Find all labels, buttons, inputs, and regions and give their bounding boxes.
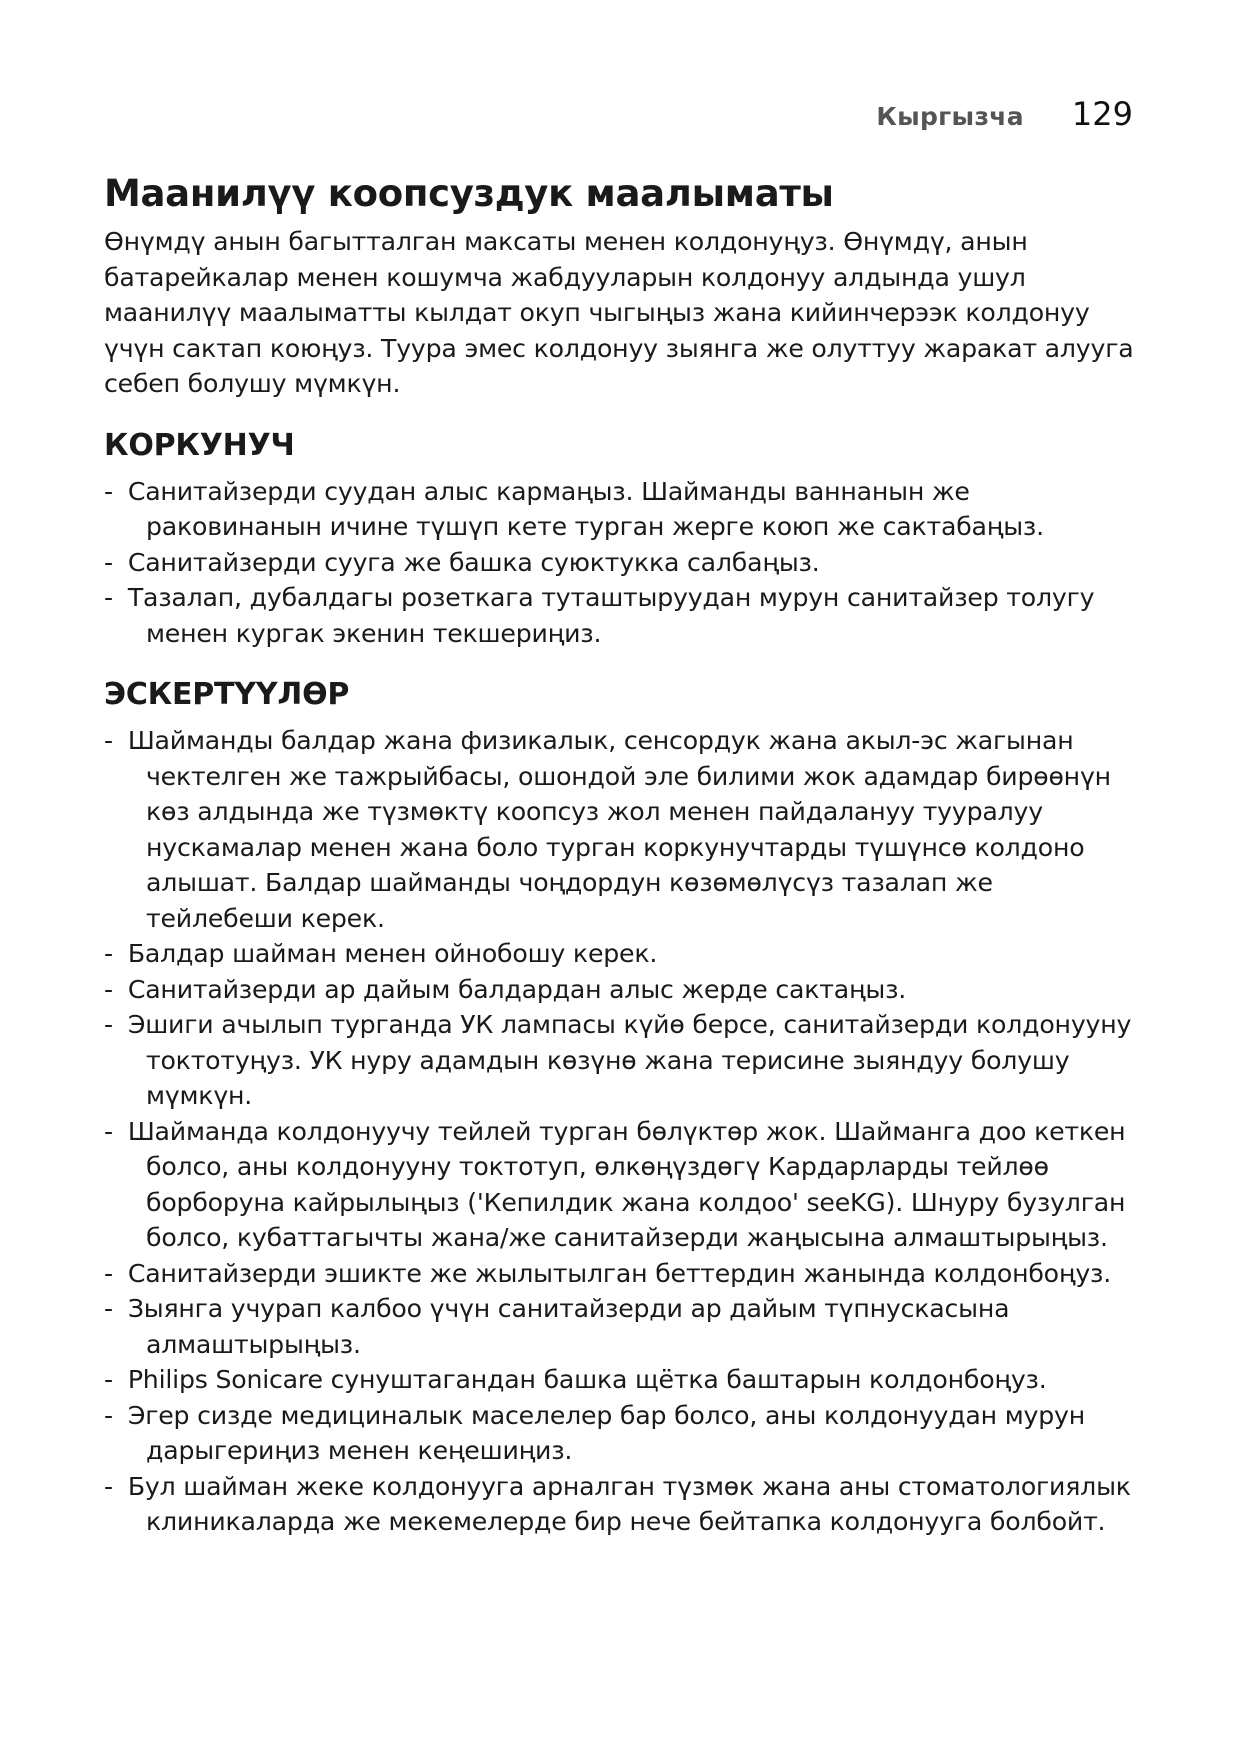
list-item-text: Philips Sonicare сунуштагандан башка щётка баштарын колдонбоңуз.: [127, 1365, 1047, 1394]
page-header: [876, 95, 1133, 133]
intro-paragraph: Өнүмдү анын багытталган максаты менен колдонуңуз. Өнүмдү, анын батарейкалар менен кошумча жабдууларын колдонуу алдында ушул маанилүү маалыматты кылдат окуп чыгыңыз жана кийинчерээк колдонуу үчүн сактап коюңуз. Туура эмес колдонуу зыянга же олуттуу жаракат алууга себеп болушу мүмкүн.: [104, 227, 1134, 398]
list-item: - Зыянга учурап калбоо үчүн санитайзерди ар дайым түпнускасына алмаштырыңыз.: [104, 1294, 1010, 1359]
list-item: - Бул шайман жеке колдонууга арналган түзмөк жана аны стоматологиялык клиникаларда же мекемелерде бир нече бейтапка колдонууга болбойт.: [104, 1471, 1131, 1536]
page-number: 129: [1071, 95, 1133, 133]
danger-list: [104, 474, 1144, 652]
list-item-text: Санитайзерди суудан алыс кармаңыз. Шайманды ваннанын же раковинанын ичине түшүп кете турган жерге коюп же сактабаңыз.: [127, 476, 1044, 541]
warnings-list: [104, 723, 1144, 1540]
danger-heading: КОРКУНУЧ: [104, 427, 295, 463]
list-item: - Санитайзерди суудан алыс кармаңыз. Шайманды ваннанын же раковинанын ичине түшүп кете турган жерге коюп же сактабаңыз.: [104, 476, 1044, 541]
list-item: - Шайманды балдар жана физикалык, сенсордук жана акыл-эс жагынан чектелген же тажрыйбасы, ошондой эле билими жок адамдар бирөөнүн көз алдында же түзмөктү коопсуз жол менен пайдалануу тууралуу нускамалар менен жана боло турган коркунучтарды түшүнсө колдоно алышат. Балдар шайманды чоңдордун көзөмөлүсүз тазалап же тейлебеши керек.: [104, 726, 1111, 933]
page-content: [104, 170, 1144, 1540]
list-item-text: Шайманды балдар жана физикалык, сенсордук жана акыл-эс жагынан чектелген же тажрыйбасы, ошондой эле билими жок адамдар бирөөнүн көз алдында же түзмөктү коопсуз жол менен пайдалануу тууралуу нускамалар менен жана боло турган коркунучтарды түшүнсө колдоно алышат. Балдар шайманды чоңдордун көзөмөлүсүз тазалап же тейлебеши керек.: [127, 726, 1111, 933]
list-item-text: Эшиги ачылып турганда УК лампасы күйө берсе, санитайзерди колдонууну токтотуңуз. УК нуру адамдын көзүнө жана терисине зыяндуу болушу мүмкүн.: [127, 1010, 1132, 1110]
list-item-text: Балдар шайман менен ойнобошу керек.: [127, 939, 658, 968]
list-item: - Тазалап, дубалдагы розеткага туташтыруудан мурун санитайзер толугу менен кургак экенин текшериңиз.: [104, 583, 1095, 648]
page-title: Маанилүү коопсуздук маалыматы: [104, 172, 834, 215]
list-item-text: Тазалап, дубалдагы розеткага туташтыруудан мурун санитайзер толугу менен кургак экенин текшериңиз.: [127, 583, 1095, 648]
list-item-text: Санитайзерди сууга же башка суюктукка салбаңыз.: [127, 547, 820, 577]
list-item: - Philips Sonicare сунуштагандан башка щётка баштарын колдонбоңуз.: [104, 1365, 1047, 1394]
list-item-text: Зыянга учурап калбоо үчүн санитайзерди ар дайым түпнускасына алмаштырыңыз.: [127, 1294, 1010, 1359]
list-item: - Санитайзерди сууга же башка суюктукка салбаңыз.: [104, 547, 820, 577]
page-language: Кыргызча: [876, 102, 1024, 131]
list-item: - Эшиги ачылып турганда УК лампасы күйө берсе, санитайзерди колдонууну токтотуңуз. УК нуру адамдын көзүнө жана терисине зыяндуу болушу мүмкүн.: [104, 1010, 1132, 1110]
list-item-text: Эгер сизде медициналык маселелер бар болсо, аны колдонуудан мурун дарыгериңиз менен кеңешиңиз.: [127, 1400, 1086, 1465]
warnings-heading: ЭСКЕРТҮҮЛӨР: [104, 677, 350, 712]
list-item-text: Бул шайман жеке колдонууга арналган түзмөк жана аны стоматологиялык клиникаларда же мекемелерде бир нече бейтапка колдонууга болбойт.: [127, 1471, 1131, 1536]
list-item: - Санитайзерди ар дайым балдардан алыс жерде сактаңыз.: [104, 974, 907, 1004]
list-item: - Балдар шайман менен ойнобошу керек.: [104, 939, 658, 968]
list-item-text: Санитайзерди ар дайым балдардан алыс жерде сактаңыз.: [127, 974, 907, 1004]
list-item: - Санитайзерди эшикте же жылытылган беттердин жанында колдонбоңуз.: [104, 1258, 1112, 1288]
list-item-text: Санитайзерди эшикте же жылытылган беттердин жанында колдонбоңуз.: [127, 1258, 1112, 1288]
list-item: - Эгер сизде медициналык маселелер бар болсо, аны колдонуудан мурун дарыгериңиз менен кеңешиңиз.: [104, 1400, 1086, 1465]
list-item-text: Шайманда колдонуучу тейлей турган бөлүктөр жок. Шайманга доо кеткен болсо, аны колдонууну токтотуп, өлкөңүздөгү Кардарларды тейлөө борборуна кайрылыңыз ('Кепилдик жана колдоо' seeKG). Шнуру бузулган болсо, кубаттагычты жана/же санитайзерди жаңысына алмаштырыңыз.: [127, 1116, 1126, 1252]
list-item: - Шайманда колдонуучу тейлей турган бөлүктөр жок. Шайманга доо кеткен болсо, аны колдонууну токтотуп, өлкөңүздөгү Кардарларды тейлөө борборуна кайрылыңыз ('Кепилдик жана колдоо' seeKG). Шнуру бузулган болсо, кубаттагычты жана/же санитайзерди жаңысына алмаштырыңыз.: [104, 1116, 1126, 1252]
